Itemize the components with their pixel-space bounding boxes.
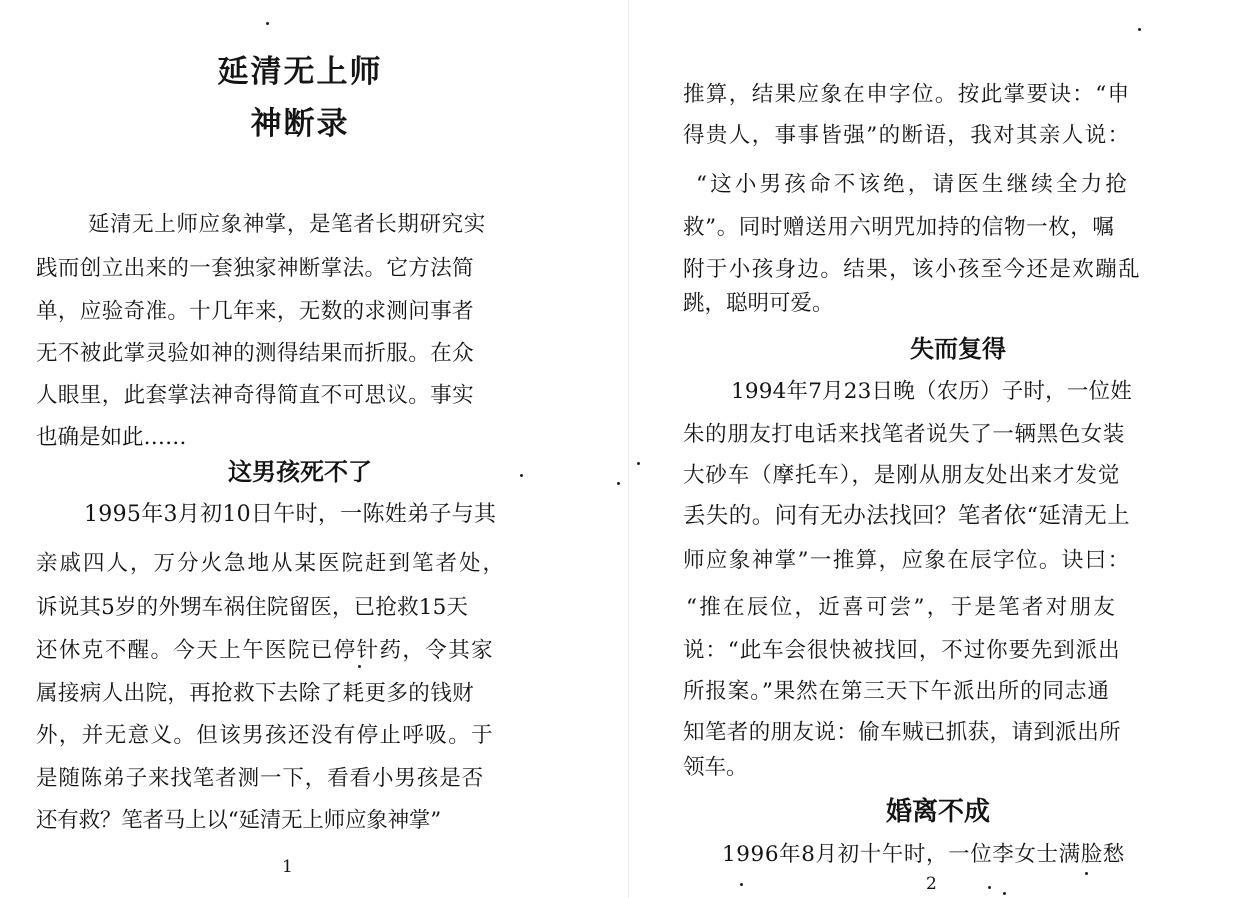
story-line: 大砂车（摩托车），是刚从朋友处出来才发觉 [683, 463, 1121, 488]
scan-speck [637, 462, 640, 465]
story-line: “推在辰位，近喜可尝”，于是笔者对朋友 [686, 595, 1118, 620]
story-line: 朱的朋友打电话来找笔者说失了一辆黑色女装 [683, 422, 1126, 447]
scan-speck [266, 22, 269, 25]
story-line: 得贵人，事事皆强”的断语，我对其亲人说： [683, 123, 1131, 148]
book-title-line1: 延清无上师 [217, 54, 383, 90]
section-heading: 婚离不成 [885, 797, 990, 827]
story-line: 是随陈弟子来找笔者测一下，看看小男孩是否 [36, 766, 485, 791]
section-heading: 这男孩死不了 [228, 458, 372, 486]
story-line: “这小男孩命不该绝，请医生继续全力抢 [696, 172, 1131, 197]
story-line: 跳，聪明可爱。 [683, 291, 834, 316]
story-line: 1995年3月初10日午时，一陈姓弟子与其 [84, 502, 497, 527]
story-line: 属接病人出院，再抢救下去除了耗更多的钱财 [36, 681, 475, 706]
story-line: 附于小孩身边。结果，该小孩至今还是欢蹦乱 [683, 257, 1142, 282]
left-page [0, 0, 628, 898]
story-line: 知笔者的朋友说：偷车贼已抓获，请到派出所 [683, 720, 1122, 745]
story-line: 外，并无意义。但该男孩还没有停止呼吸。于 [36, 723, 495, 748]
scan-speck [358, 665, 361, 668]
intro-line: 延清无上师应象神掌，是笔者长期研究实 [88, 212, 486, 237]
right-page [628, 0, 1258, 898]
intro-line: 也确是如此…… [36, 425, 187, 450]
scan-speck [988, 886, 991, 889]
section-heading: 失而复得 [910, 335, 1006, 363]
story-line: 师应象神掌”一推算，应象在辰字位。诀曰： [683, 548, 1131, 573]
scan-speck [520, 474, 523, 477]
story-line: 1994年7月23日晚（农历）子时，一位姓 [731, 379, 1132, 404]
intro-line: 践而创立出来的一套独家神断掌法。它方法简 [36, 256, 475, 281]
story-line: 推算，结果应象在申字位。按此掌要诀：“申 [683, 82, 1131, 107]
story-line: 亲戚四人，万分火急地从某医院赶到笔者处， [36, 551, 507, 576]
story-line: 丢失的。问有无办法找回？笔者依“延清无上 [683, 503, 1131, 529]
story-line: 救”。同时赠送用六明咒加持的信物一枚，嘱 [683, 215, 1115, 240]
story-line: 还休克不醒。今天上午医院已停针药，令其家 [36, 638, 495, 663]
scan-speck [740, 883, 743, 886]
story-line: 还有救？笔者马上以“延清无上师应象神掌” [36, 808, 441, 833]
book-title-line2: 神断录 [250, 106, 350, 142]
scan-speck [1003, 892, 1006, 895]
scan-speck [1138, 28, 1141, 31]
page-number: 2 [926, 874, 937, 894]
story-line: 诉说其5岁的外甥车祸住院留医，已抢救15天 [36, 595, 469, 620]
story-line: 说：“此车会很快被找回，不过你要先到派出 [683, 638, 1121, 663]
intro-line: 无不被此掌灵验如神的测得结果而折服。在众 [36, 341, 475, 366]
page-number: 1 [282, 857, 293, 877]
intro-line: 单，应验奇准。十几年来，无数的求测问事者 [36, 299, 475, 324]
story-line: 领车。 [683, 755, 748, 780]
scan-speck [1085, 872, 1088, 875]
story-line: 1996年8月初十午时，一位李女士满脸愁 [722, 842, 1125, 867]
intro-line: 人眼里，此套掌法神奇得简直不可思议。事实 [36, 383, 475, 408]
scan-speck [617, 482, 620, 485]
story-line: 所报案。”果然在第三天下午派出所的同志通 [683, 679, 1110, 704]
